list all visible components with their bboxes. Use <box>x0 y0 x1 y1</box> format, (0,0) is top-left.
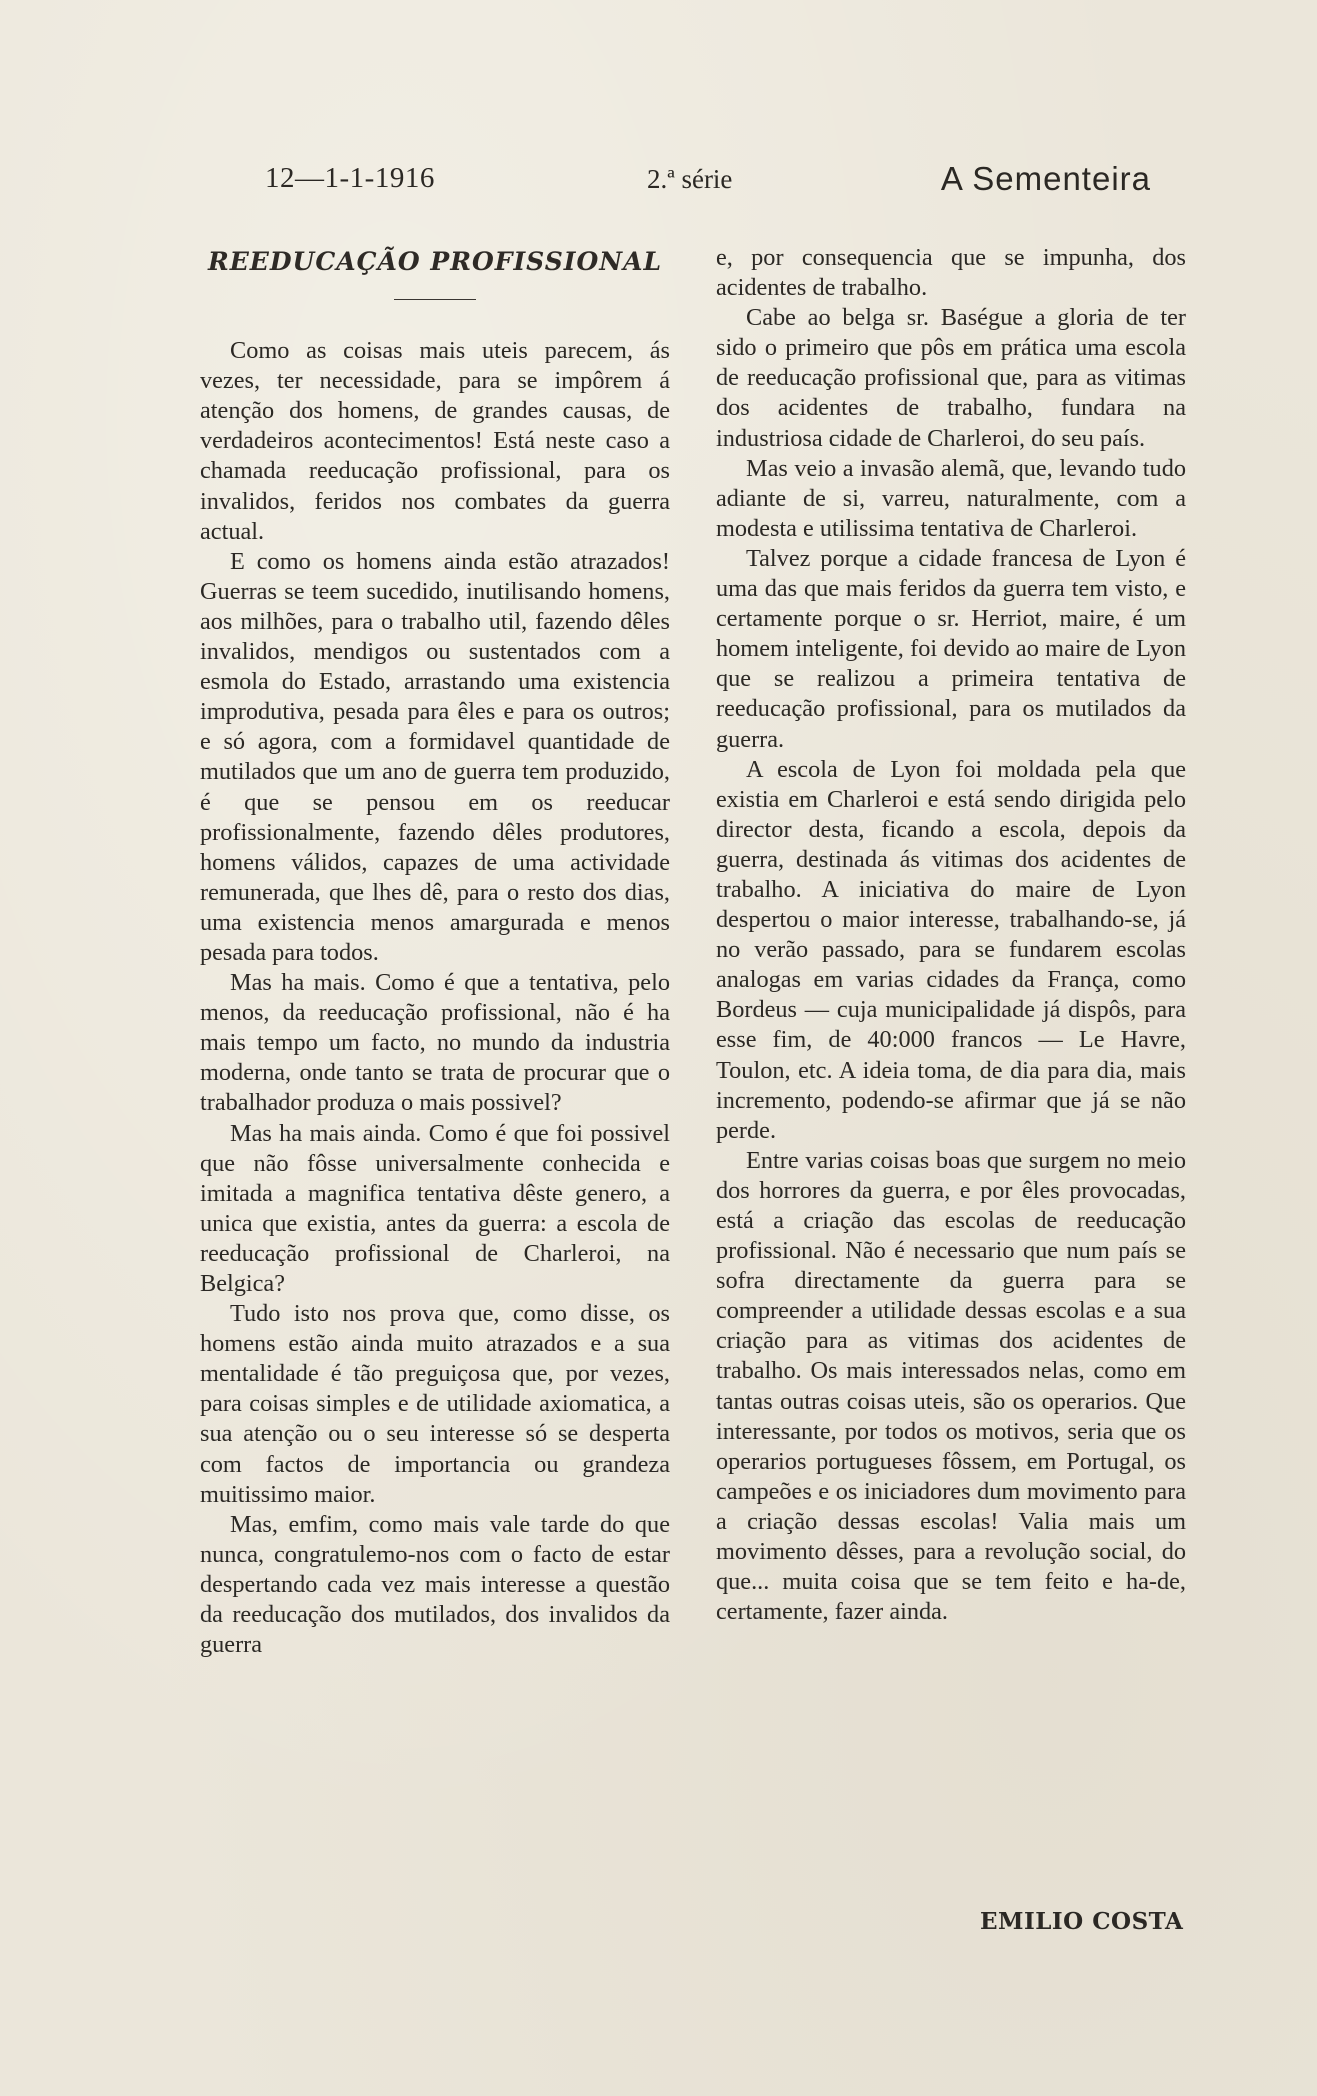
paragraph: E como os homens ainda estão atrazados! Guerras se teem sucedido, inutilisando homens, aos milhões, para o trabalho util, fazendo dêles invalidos, mendigos ou sustentados com a esmola do Estado, arrastando uma existencia improdutiva, pesada para êles e para os outros; e só agora, com a formidavel quantidade de mutilados que um ano de guerra tem produzido, é que se pensou em os reeducar profissionalmente, fazendo dêles produtores, homens válidos, capazes de uma actividade remunerada, que lhes dê, para o resto dos dias, uma existencia menos amargurada e menos pesada para todos. <box>200 547 670 966</box>
paragraph: Tudo isto nos prova que, como disse, os homens estão ainda muito atrazados e a sua mentalidade é tão preguiçosa que, por vezes, para coisas simples e de utilidade axiomatica, a sua atenção ou o seu interesse só se desperta com factos de importancia ou grandeza muitissimo maior. <box>200 1300 670 1508</box>
article-title: REEDUCAÇÃO PROFISSIONAL <box>207 247 663 276</box>
series-label: 2.ª série <box>647 164 733 194</box>
page-header <box>255 162 1155 202</box>
paragraph: Cabe ao belga sr. Baségue a gloria de ter sido o primeiro que pôs em prática uma escola de reeducação profissional que, para as vitimas dos acidentes de trabalho, fundara na industriosa cidade de Charleroi, do seu país. <box>716 304 1186 452</box>
title-divider <box>394 299 476 300</box>
paragraph: Entre varias coisas boas que surgem no meio dos horrores da guerra, e por êles provocadas, está a criação das escolas de reeducação profissional. Não é necessario que num país se sofra directamente da guerra para se compreender a utilidade dessas escolas e a sua criação para as vitimas dos acidentes de trabalho. Os mais interessados nelas, como em tantas outras coisas uteis, são os operarios. Que interessante, por todos os motivos, seria que os operarios portugueses fôssem, em Portugal, os campeões e os iniciadores dum movimento para a criação dessas escolas! Valia mais um movimento dêsses, para a revolução social, do que... muita coisa que se tem feito e ha-de, certamente, fazer ainda. <box>716 1146 1186 1626</box>
paragraph: Mas, emfim, como mais vale tarde do que nunca, congratulemo-nos com o facto de estar despertando cada vez mais interesse a questão da reeducação dos mutilados, dos invalidos da guerra <box>200 1510 670 1659</box>
right-column <box>716 243 1186 1627</box>
paragraph: Mas ha mais. Como é que a tentativa, pelo menos, da reeducação profissional, não é ha mais tempo um facto, no mundo da industria moderna, onde tanto se trata de procurar que o trabalhador produza o mais possivel? <box>200 969 670 1117</box>
paragraph: Mas veio a invasão alemã, que, levando tudo adiante de si, varreu, naturalmente, com a modesta e utilissima tentativa de Charleroi. <box>716 454 1186 542</box>
paragraph: Como as coisas mais uteis parecem, ás vezes, ter necessidade, para se impôrem á atenção dos homens, de grandes causas, de verdadeiros acontecimentos! Está neste caso a chamada reeducação profissional, para os invalidos, feridos nos combates da guerra actual. <box>200 337 670 545</box>
author-signature: EMILIO COSTA <box>980 1908 1184 1935</box>
paragraph: A escola de Lyon foi moldada pela que existia em Charleroi e está sendo dirigida pelo director desta, ficando a escola, depois da guerra, destinada ás vitimas dos acidentes de trabalho. A iniciativa do maire de Lyon despertou o maior interesse, trabalhando-se, já no verão passado, para se fundarem escolas analogas em varias cidades da França, como Bordeus — cuja municipalidade já dispôs, para esse fim, de 40:000 francos — Le Havre, Toulon, etc. A ideia toma, de dia para dia, mais incremento, podendo-se afirmar que já se não perde. <box>716 755 1186 1144</box>
paragraph: Talvez porque a cidade francesa de Lyon é uma das que mais feridos da guerra tem visto, e certamente porque o sr. Herriot, maire, é um homem inteligente, foi devido ao maire de Lyon que se realizou a primeira tentativa de reeducação profissional, para os mutilados da guerra. <box>716 544 1186 753</box>
paragraph: Mas ha mais ainda. Como é que foi possivel que não fôsse universalmente conhecida e imitada a magnifica tentativa dêste genero, a unica que existia, antes da guerra: a escola de reeducação profissional de Charleroi, na Belgica? <box>200 1119 670 1297</box>
issue-date: 12—1-1-1916 <box>265 162 435 194</box>
left-column <box>200 243 670 1660</box>
publication-title: A Sementeira <box>940 160 1151 197</box>
paragraph-continued: e, por consequencia que se impunha, dos acidentes de trabalho. <box>716 244 1186 302</box>
